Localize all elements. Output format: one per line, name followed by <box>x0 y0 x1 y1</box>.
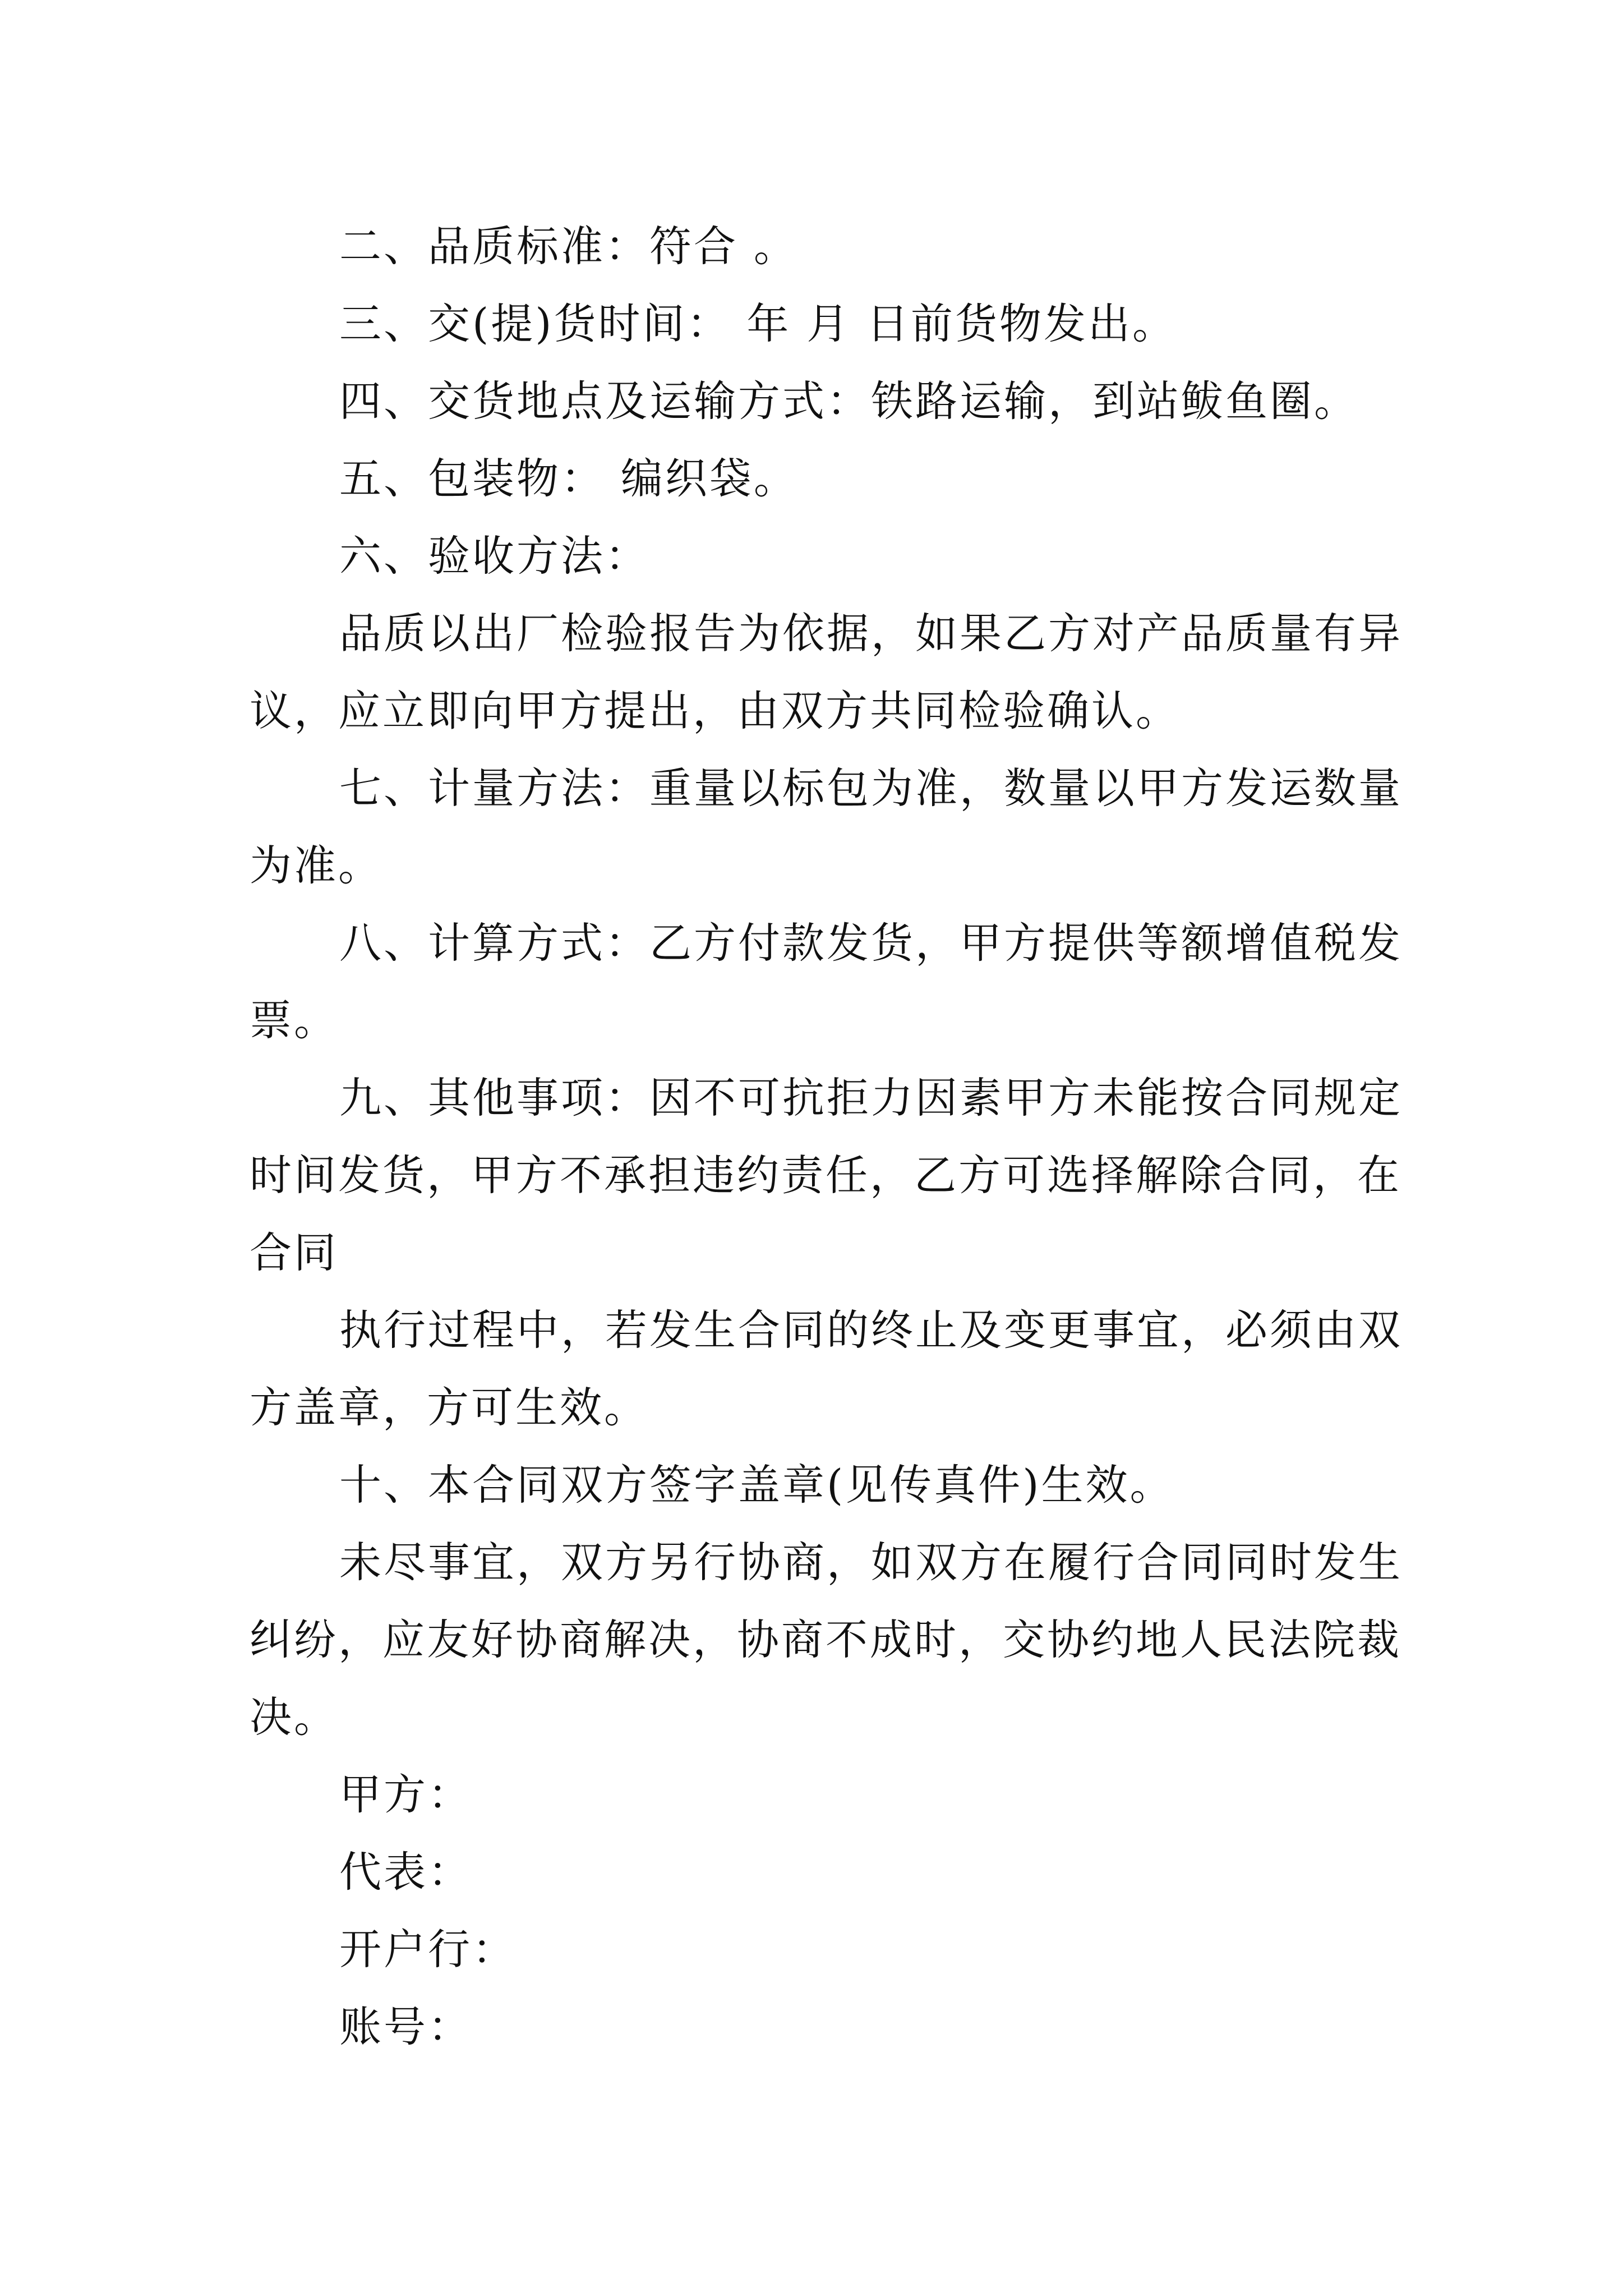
dispute-text-line-2: 纠纷，应友好协商解决，协商不成时，交协约地人民法院裁 <box>250 1615 1402 1664</box>
acceptance-text-line-2: 议，应立即向甲方提出，由双方共同检验确认。 <box>250 686 1181 735</box>
account-number-label: 账号： <box>339 2002 473 2051</box>
clause-other-line-3: 合同 <box>250 1228 339 1277</box>
bank-label: 开户行： <box>339 1925 517 1974</box>
execution-text-line-1: 执行过程中，若发生合同的终止及变更事宜，必须由双 <box>339 1305 1403 1355</box>
clause-delivery-location: 四、交货地点及运输方式：铁路运输，到站鲅鱼圈。 <box>339 376 1359 426</box>
clause-packaging: 五、包装物： 编织袋。 <box>339 454 798 503</box>
contract-text <box>250 208 1403 2065</box>
clause-measurement-line-1: 七、计量方法：重量以标包为准，数量以甲方发运数量 <box>339 763 1403 813</box>
clause-delivery-time: 三、交(提)货时间： 年 月 日前货物发出。 <box>339 299 1177 348</box>
clause-other-line-2: 时间发货，甲方不承担违约责任，乙方可选择解除合同，在 <box>250 1151 1402 1200</box>
clause-payment-line-1: 八、计算方式：乙方付款发货，甲方提供等额增值税发 <box>339 918 1403 968</box>
acceptance-text-line-1: 品质以出厂检验报告为依据，如果乙方对产品质量有异 <box>339 609 1403 658</box>
clause-effectiveness: 十、本合同双方签字盖章(见传真件)生效。 <box>339 1460 1174 1510</box>
clause-acceptance-method: 六、验收方法： <box>339 531 650 581</box>
party-a-label: 甲方： <box>339 1770 473 1819</box>
execution-text-line-2: 方盖章，方可生效。 <box>250 1383 649 1432</box>
clause-measurement-line-2: 为准。 <box>250 841 383 890</box>
clause-other-line-1: 九、其他事项：因不可抗拒力因素甲方未能按合同规定 <box>339 1073 1403 1122</box>
clause-payment-line-2: 票。 <box>250 996 339 1045</box>
representative-label: 代表： <box>339 1847 473 1897</box>
clause-quality-standard: 二、品质标准：符合 。 <box>339 222 798 271</box>
dispute-text-line-1: 未尽事宜，双方另行协商，如双方在履行合同同时发生 <box>339 1538 1403 1587</box>
dispute-text-line-3: 决。 <box>250 1692 339 1742</box>
